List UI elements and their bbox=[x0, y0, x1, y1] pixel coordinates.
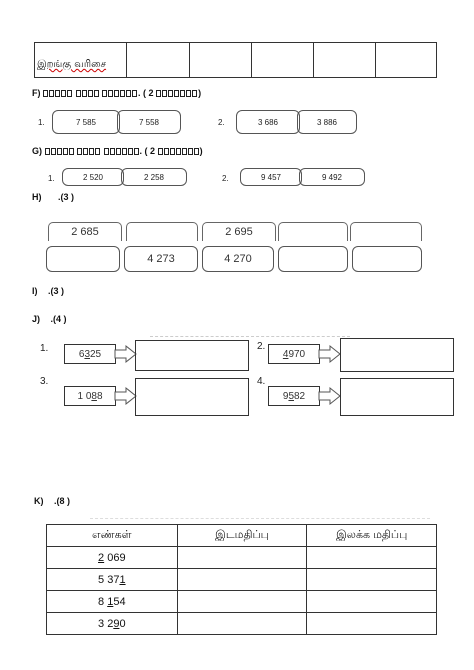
h-top-box: 2 695 bbox=[202, 222, 276, 241]
top-table-cell[interactable] bbox=[313, 43, 376, 77]
k-answer-cell[interactable] bbox=[307, 547, 437, 569]
k-underlined-digit: 2 bbox=[98, 551, 105, 564]
g-number-box: 2 258 bbox=[121, 168, 187, 186]
table-row bbox=[47, 613, 437, 635]
j-underlined-digit: 4 bbox=[282, 348, 289, 360]
table-row bbox=[47, 569, 437, 591]
right-arrow-icon bbox=[318, 386, 342, 406]
k-place-value-table bbox=[46, 524, 437, 635]
k-number-part: 8 bbox=[98, 595, 108, 608]
g-number-box: 9 457 bbox=[240, 168, 302, 186]
j-number-part: 9 bbox=[282, 390, 289, 402]
j-number-box bbox=[268, 386, 320, 406]
section-h-heading bbox=[32, 192, 74, 202]
j-faint-rule bbox=[150, 336, 350, 337]
section-g-heading bbox=[32, 146, 203, 156]
section-f-heading bbox=[32, 88, 201, 98]
h-bottom-box[interactable] bbox=[352, 246, 422, 272]
section-k-heading bbox=[34, 496, 70, 506]
f-number-box: 3 686 bbox=[236, 110, 300, 134]
table-header: எண்கள் bbox=[47, 525, 178, 547]
k-answer-cell[interactable] bbox=[177, 613, 307, 635]
h-bottom-box: 4 270 bbox=[202, 246, 274, 272]
top-table bbox=[34, 42, 437, 78]
f-item-number: 2. bbox=[218, 118, 225, 127]
g-item-number: 2. bbox=[222, 174, 229, 183]
k-answer-cell[interactable] bbox=[307, 569, 437, 591]
j-underlined-digit: 5 bbox=[288, 390, 294, 402]
section-i-marks: .(3 ) bbox=[48, 286, 65, 296]
h-bottom-box[interactable] bbox=[46, 246, 120, 272]
j-answer-box[interactable] bbox=[340, 378, 454, 416]
j-answer-box[interactable] bbox=[135, 340, 249, 371]
k-answer-cell[interactable] bbox=[177, 547, 307, 569]
g-number-box: 2 520 bbox=[62, 168, 124, 186]
section-j-heading bbox=[32, 314, 67, 324]
h-bottom-row bbox=[46, 246, 422, 272]
section-h-marks: .(3 ) bbox=[58, 192, 75, 202]
j-number-part: 82 bbox=[294, 390, 306, 402]
table-row bbox=[47, 591, 437, 613]
f-number-box: 7 585 bbox=[52, 110, 120, 134]
g-item-number: 1. bbox=[48, 174, 55, 183]
section-g-label: G) bbox=[32, 146, 42, 156]
j-number-part: 970 bbox=[288, 348, 306, 360]
k-number-cell bbox=[47, 569, 178, 591]
top-table-cell[interactable] bbox=[127, 43, 190, 77]
h-top-row bbox=[48, 222, 420, 242]
section-j-marks: .(4 ) bbox=[50, 314, 67, 324]
right-arrow-icon bbox=[318, 344, 342, 364]
k-underlined-digit: 1 bbox=[119, 573, 126, 586]
section-i-heading bbox=[32, 286, 64, 296]
f-number-box: 3 886 bbox=[297, 110, 357, 134]
k-number-part: 54 bbox=[113, 595, 126, 608]
j-underlined-digit: 8 bbox=[91, 390, 97, 402]
j-number-box bbox=[64, 344, 116, 364]
j-item-number: 4. bbox=[257, 376, 266, 387]
k-number-cell bbox=[47, 613, 178, 635]
k-answer-cell[interactable] bbox=[177, 591, 307, 613]
j-item-number: 2. bbox=[257, 341, 266, 352]
h-top-box[interactable] bbox=[350, 222, 422, 241]
table-header: இடமதிப்பு bbox=[177, 525, 307, 547]
j-answer-box[interactable] bbox=[340, 338, 454, 372]
j-number-part: 1 0 bbox=[77, 390, 92, 402]
section-f-label: F) bbox=[32, 88, 41, 98]
top-table-cell[interactable] bbox=[189, 43, 252, 77]
k-number-part: 069 bbox=[104, 551, 126, 564]
j-number-box bbox=[64, 386, 116, 406]
k-underlined-digit: 9 bbox=[113, 617, 120, 630]
top-table-cell[interactable] bbox=[251, 43, 314, 77]
garbled-glyphs: ) bbox=[156, 88, 201, 98]
k-underlined-digit: 1 bbox=[107, 595, 114, 608]
section-g-instruction: . ( 2 bbox=[139, 146, 156, 156]
section-i-label: I) bbox=[32, 286, 38, 296]
h-top-box[interactable] bbox=[278, 222, 348, 241]
f-number-box: 7 558 bbox=[117, 110, 181, 134]
j-number-box bbox=[268, 344, 320, 364]
j-answer-box[interactable] bbox=[135, 378, 249, 416]
h-bottom-box[interactable] bbox=[278, 246, 348, 272]
f-item-number: 1. bbox=[38, 118, 45, 127]
garbled-glyphs: ) bbox=[158, 146, 203, 156]
section-k-label: K) bbox=[34, 496, 44, 506]
table-row bbox=[47, 547, 437, 569]
k-answer-cell[interactable] bbox=[307, 613, 437, 635]
k-faint-rule bbox=[90, 518, 430, 519]
j-number-part: 25 bbox=[90, 348, 102, 360]
j-item-number: 3. bbox=[40, 376, 49, 387]
section-k-marks: .(8 ) bbox=[54, 496, 71, 506]
j-number-part: 8 bbox=[96, 390, 103, 402]
k-number-part: 0 bbox=[119, 617, 126, 630]
top-table-label-cell bbox=[35, 43, 127, 77]
section-f-instruction: . ( 2 bbox=[138, 88, 154, 98]
j-number-part: 6 bbox=[78, 348, 85, 360]
k-answer-cell[interactable] bbox=[177, 569, 307, 591]
j-underlined-digit: 3 bbox=[84, 348, 90, 360]
section-h-label: H) bbox=[32, 192, 42, 202]
h-top-box: 2 685 bbox=[48, 222, 122, 241]
j-item-number: 1. bbox=[40, 343, 49, 354]
k-answer-cell[interactable] bbox=[307, 591, 437, 613]
k-number-cell bbox=[47, 547, 178, 569]
table-header: இலக்க மதிப்பு bbox=[307, 525, 437, 547]
table-header-row bbox=[47, 525, 437, 547]
k-number-part: 3 2 bbox=[98, 617, 114, 630]
section-j-label: J) bbox=[32, 314, 41, 324]
h-top-box[interactable] bbox=[126, 222, 198, 241]
top-table-row-label: இறங்கு வரிசை bbox=[37, 59, 107, 70]
k-number-cell bbox=[47, 591, 178, 613]
h-bottom-box: 4 273 bbox=[124, 246, 198, 272]
garbled-glyphs bbox=[43, 88, 138, 98]
k-number-part: 5 37 bbox=[98, 573, 120, 586]
g-number-box: 9 492 bbox=[299, 168, 365, 186]
garbled-glyphs bbox=[45, 146, 140, 156]
